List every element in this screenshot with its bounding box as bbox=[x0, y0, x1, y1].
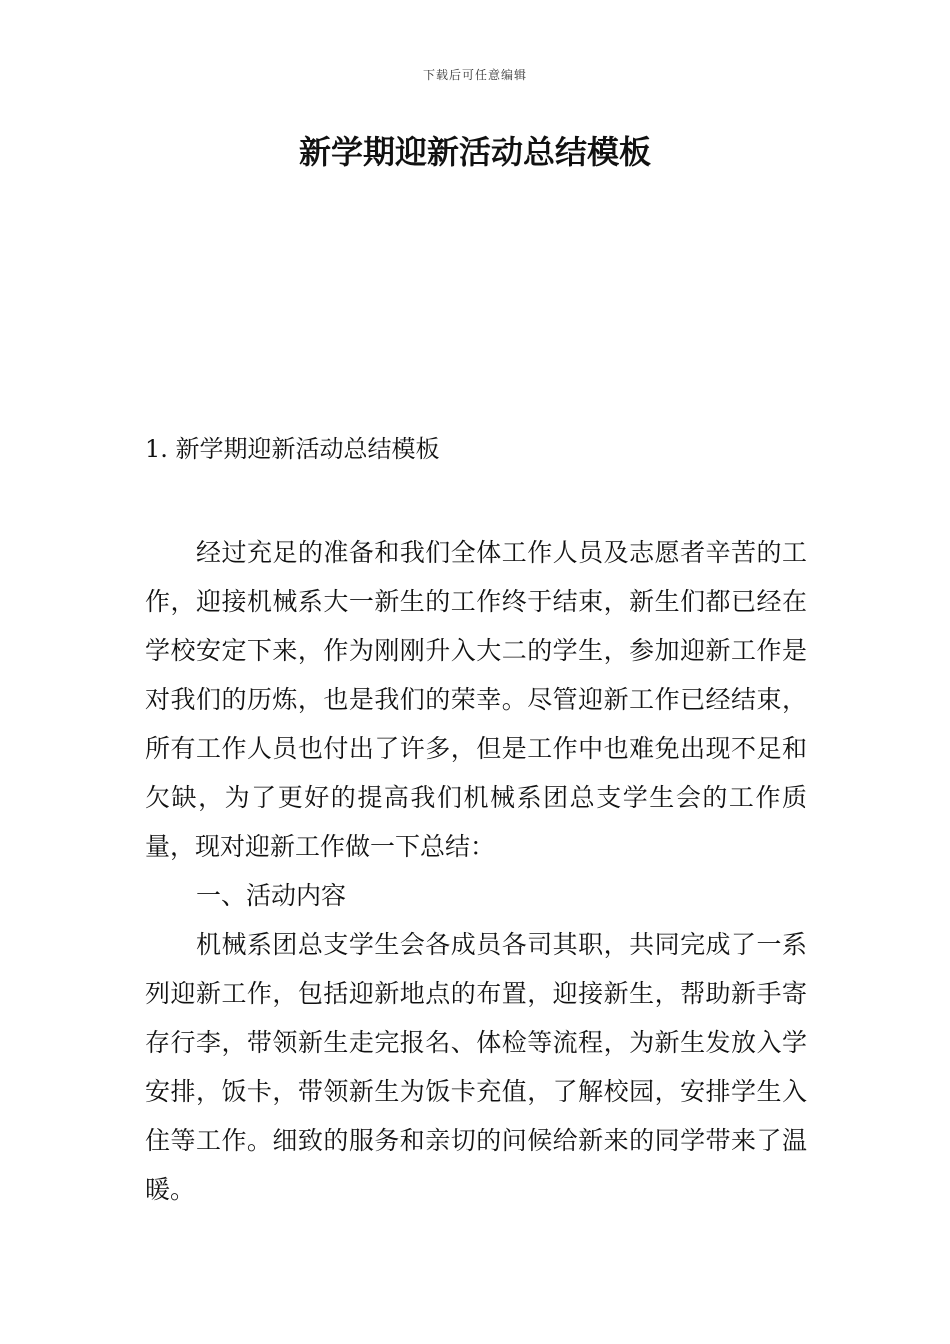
paragraph-intro: 经过充足的准备和我们全体工作人员及志愿者辛苦的工作，迎接机械系大一新生的工作终于结束，新生们都已经在学校安定下来，作为刚刚升入大二的学生，参加迎新工作是对我们的历炼，也是我们的荣幸。尽管迎新工作已经结束，所有工作人员也付出了许多，但是工作中也难免出现不足和欠缺，为了更好的提高我们机械系团总支学生会的工作质量，现对迎新工作做一下总结： bbox=[145, 538, 807, 861]
paragraph-subheading: 一、活动内容 bbox=[196, 881, 347, 910]
body-text bbox=[145, 528, 807, 1214]
paragraph-activity: 机械系团总支学生会各成员各司其职，共同完成了一系列迎新工作，包括迎新地点的布置，迎接新生，帮助新手寄存行李，带领新生走完报名、体检等流程，为新生发放入学安排，饭卡，带领新生为饭卡充值，了解校园，安排学生入住等工作。细致的服务和亲切的问候给新来的同学带来了温暖。 bbox=[145, 930, 807, 1204]
section-heading: 1. 新学期迎新活动总结模板 bbox=[145, 435, 440, 463]
header-note: 下载后可任意编辑 bbox=[422, 68, 527, 82]
document-title: 新学期迎新活动总结模板 bbox=[298, 133, 651, 171]
